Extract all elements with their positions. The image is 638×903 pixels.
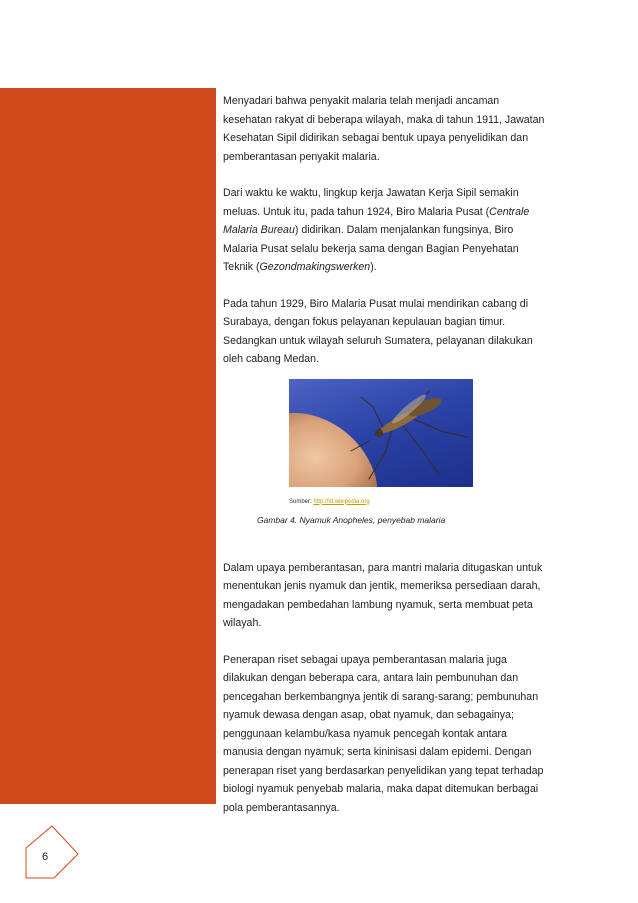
- main-content: [223, 92, 545, 835]
- paragraph-2-part-c: ).: [370, 261, 377, 273]
- side-accent-bar: [0, 88, 216, 804]
- paragraph-2: [223, 184, 545, 277]
- page-number: 6: [42, 851, 49, 863]
- paragraph-3: Pada tahun 1929, Biro Malaria Pusat mulai mendirikan cabang di Surabaya, dengan fokus pelayanan kepulauan bagian timur. Sedangkan untuk wilayah seluruh Sumatera, pelayanan dilakukan oleh cabang Medan.: [223, 297, 533, 365]
- paragraph-5: Penerapan riset sebagai upaya pemberantasan malaria juga dilakukan dengan beberapa cara, antara lain pembunuhan dan pencegahan berkembangnya jentik di sarang-sarang; pembunuhan nyamuk dewasa dengan asap, obat nyamuk, dan sebagainya; penggunaan kelambu/kasa nyamuk pencegah kontak antara manusia dengan nyamuk; serta kininisasi dalam epidemi. Dengan penerapan riset yang berdasarkan penyelidikan yang tepat terhadap biologi nyamuk penyebab malaria, maka dapat ditemukan berbagai pola pemberantasannya.: [223, 653, 544, 814]
- mosquito-photo: [289, 379, 473, 487]
- image-source: [289, 493, 370, 512]
- page-number-frame: [24, 822, 84, 882]
- paragraph-4: Dalam upaya pemberantasan, para mantri malaria ditugaskan untuk menentukan jenis nyamuk dan jentik, memeriksa persediaan darah, mengadakan pembedahan lambung nyamuk, serta membuat peta wilayah.: [223, 561, 543, 629]
- centrale-malaria-bureau-term: Centrale Malaria Bureau: [223, 205, 530, 236]
- paragraph-1: Menyadari bahwa penyakit malaria telah menjadi ancaman kesehatan rakyat di beberapa wilayah, maka di tahun 1911, Jawatan Kesehatan Sipil didirikan sebagai bentuk upaya penyelidikan dan pemberantasan penyakit malaria.: [223, 95, 545, 163]
- figure-mosquito: [223, 377, 545, 549]
- source-link[interactable]: http://id.wikipedia.org: [313, 498, 370, 505]
- figure-caption: Gambar 4. Nyamuk Anopheles, penyebab malaria: [257, 514, 446, 525]
- paragraph-2-part-b: ) didirikan. Dalam menjalankan fungsinya, Biro Malaria Pusat selalu bekerja sama dengan Bagian Penyehatan Teknik (: [223, 224, 519, 273]
- paragraph-2-part-a: Dari waktu ke waktu, lingkup kerja Jawatan Kerja Sipil semakin meluas. Untuk itu, pada tahun 1924, Biro Malaria Pusat (: [223, 187, 519, 218]
- gezondmakingswerken-term: Gezondmakingswerken: [259, 261, 371, 273]
- mosquito-illustration: [289, 379, 473, 487]
- source-label: Sumber:: [289, 498, 314, 505]
